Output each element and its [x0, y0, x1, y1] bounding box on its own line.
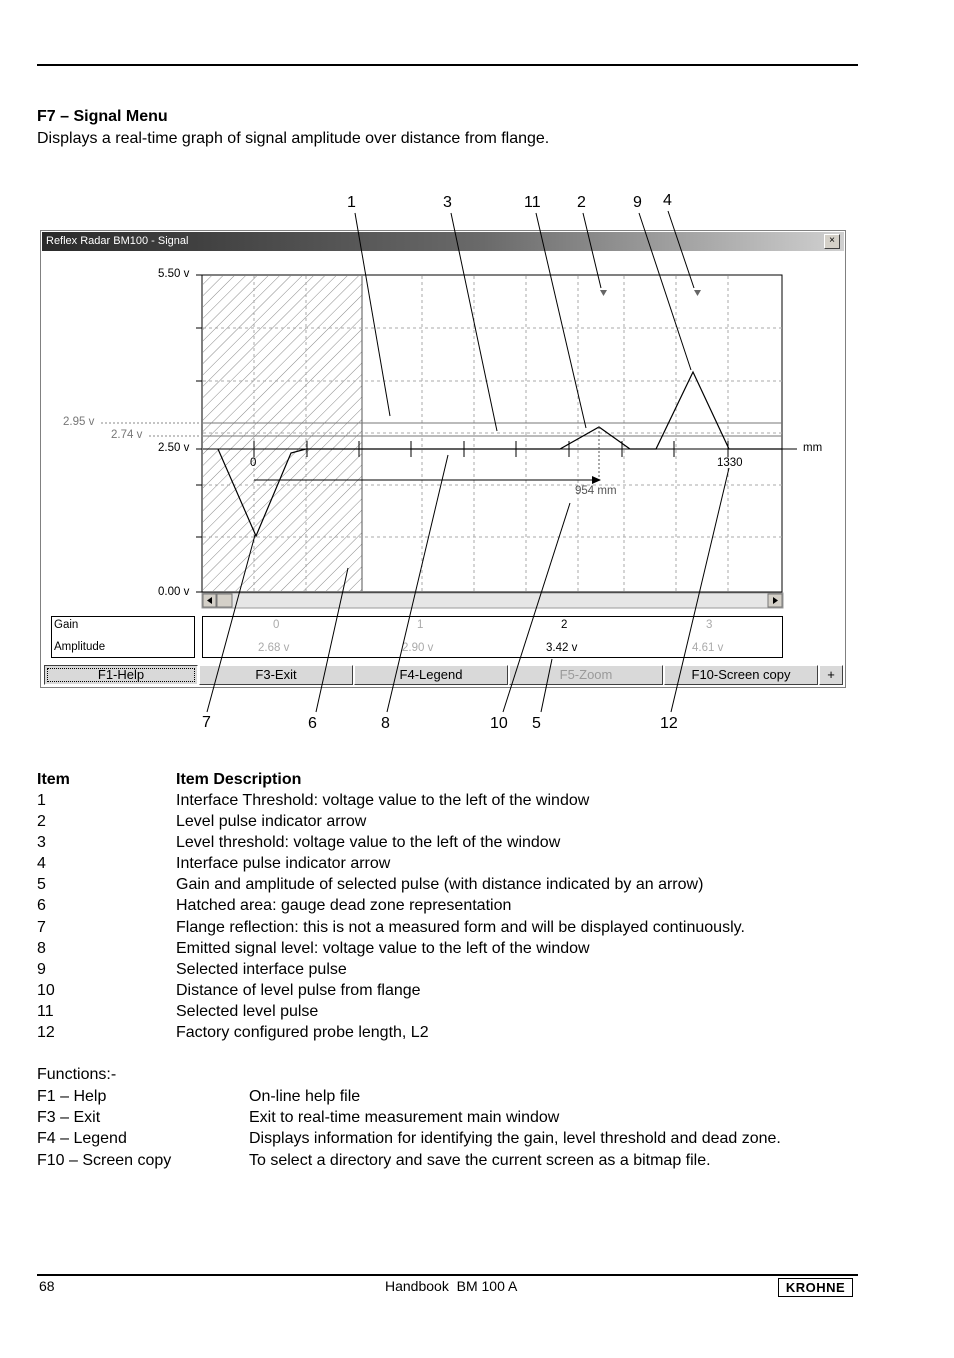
items-header-item: Item	[37, 771, 70, 788]
x-marker-start: 0	[250, 457, 257, 469]
item-desc: Gain and amplitude of selected pulse (with distance indicated by an arrow)	[176, 876, 704, 893]
item-num: 11	[37, 1003, 54, 1020]
item-desc: Interface Threshold: voltage value to the left of the window	[176, 792, 590, 809]
item-desc: Hatched area: gauge dead zone representation	[176, 897, 512, 914]
item-desc: Distance of level pulse from flange	[176, 982, 421, 999]
item-num: 7	[37, 919, 46, 936]
function-key: F1 – Help	[37, 1088, 107, 1105]
footer-rule	[37, 1274, 858, 1276]
item-desc: Emitted signal level: voltage value to the left of the window	[176, 940, 590, 957]
item-desc: Interface pulse indicator arrow	[176, 855, 391, 872]
item-num: 10	[37, 982, 55, 999]
callout-8: 8	[381, 715, 390, 732]
item-desc: Selected level pulse	[176, 1003, 319, 1020]
gain-value-0: 0	[273, 619, 280, 631]
item-num: 9	[37, 961, 46, 978]
x-unit-label: mm	[803, 442, 823, 454]
callout-12: 12	[660, 715, 678, 732]
f1-help-button[interactable]: F1-Help	[44, 665, 198, 685]
callout-6: 6	[308, 715, 317, 732]
section-description: Displays a real-time graph of signal amplitude over distance from flange.	[37, 130, 550, 147]
item-desc: Factory configured probe length, L2	[176, 1024, 429, 1041]
callout-10: 10	[490, 715, 508, 732]
footer-title: Handbook BM 100 A	[385, 1278, 518, 1294]
amplitude-label: Amplitude	[54, 641, 106, 653]
y-label-2.74: 2.74 v	[111, 429, 143, 441]
callout-4: 4	[663, 192, 672, 209]
item-desc: Selected interface pulse	[176, 961, 347, 978]
x-marker-end: 1330	[717, 457, 743, 469]
gain-label: Gain	[54, 619, 79, 631]
f10-screen-copy-button[interactable]: F10-Screen copy	[664, 665, 818, 685]
callout-9: 9	[633, 194, 642, 211]
item-desc: Flange reflection: this is not a measured form and will be displayed continuously.	[176, 919, 745, 936]
f5-zoom-button[interactable]: F5-Zoom	[509, 665, 663, 685]
items-header-description: Item Description	[176, 771, 302, 788]
y-label-0.00: 0.00 v	[158, 586, 190, 598]
function-key: F10 – Screen copy	[37, 1152, 172, 1169]
item-num: 4	[37, 855, 46, 872]
y-label-2.95: 2.95 v	[63, 416, 95, 428]
callout-1: 1	[347, 194, 356, 211]
item-desc: Level pulse indicator arrow	[176, 813, 367, 830]
functions-title: Functions:-	[37, 1066, 117, 1083]
item-num: 2	[37, 813, 46, 830]
krohne-logo: KROHNE	[778, 1278, 853, 1297]
horizontal-scrollbar[interactable]	[202, 593, 783, 608]
item-num: 8	[37, 940, 46, 957]
section-title: F7 – Signal Menu	[37, 108, 168, 125]
info-labels-box	[51, 616, 195, 658]
page-number: 68	[39, 1278, 55, 1294]
function-key: F3 – Exit	[37, 1109, 101, 1126]
amplitude-value-3: 4.61 v	[692, 642, 724, 654]
scroll-thumb[interactable]	[217, 594, 232, 607]
y-label-5.50: 5.50 v	[158, 268, 190, 280]
y-label-2.50: 2.50 v	[158, 442, 190, 454]
gain-value-1: 1	[417, 619, 424, 631]
window-title: Reflex Radar BM100 - Signal	[46, 235, 189, 247]
item-num: 5	[37, 876, 46, 893]
y-ticks	[196, 275, 202, 592]
more-button[interactable]: +	[819, 665, 843, 685]
function-desc: Exit to real-time measurement main window	[249, 1109, 560, 1126]
amplitude-value-2: 3.42 v	[546, 642, 578, 654]
f3-exit-button[interactable]: F3-Exit	[199, 665, 353, 685]
item-num: 3	[37, 834, 46, 851]
function-desc: On-line help file	[249, 1088, 361, 1105]
amplitude-value-1: 2.90 v	[402, 642, 434, 654]
f4-legend-button[interactable]: F4-Legend	[354, 665, 508, 685]
function-desc: Displays information for identifying the gain, level threshold and dead zone.	[249, 1130, 781, 1147]
item-num: 6	[37, 897, 46, 914]
distance-label: 954 mm	[575, 485, 617, 497]
item-num: 1	[37, 792, 46, 809]
callout-11: 11	[524, 194, 541, 211]
callout-7: 7	[202, 714, 211, 731]
info-values-box	[202, 616, 783, 658]
gain-value-3: 3	[706, 619, 713, 631]
function-key: F4 – Legend	[37, 1130, 127, 1147]
item-desc: Level threshold: voltage value to the left of the window	[176, 834, 561, 851]
close-icon[interactable]: ×	[824, 234, 840, 249]
callout-2: 2	[577, 194, 586, 211]
callout-5: 5	[532, 715, 541, 732]
item-num: 12	[37, 1024, 55, 1041]
top-rule	[37, 64, 858, 66]
signal-window	[40, 230, 846, 688]
function-desc: To select a directory and save the current screen as a bitmap file.	[249, 1152, 711, 1169]
gain-value-2: 2	[561, 619, 568, 631]
amplitude-value-0: 2.68 v	[258, 642, 290, 654]
callout-3: 3	[443, 194, 452, 211]
